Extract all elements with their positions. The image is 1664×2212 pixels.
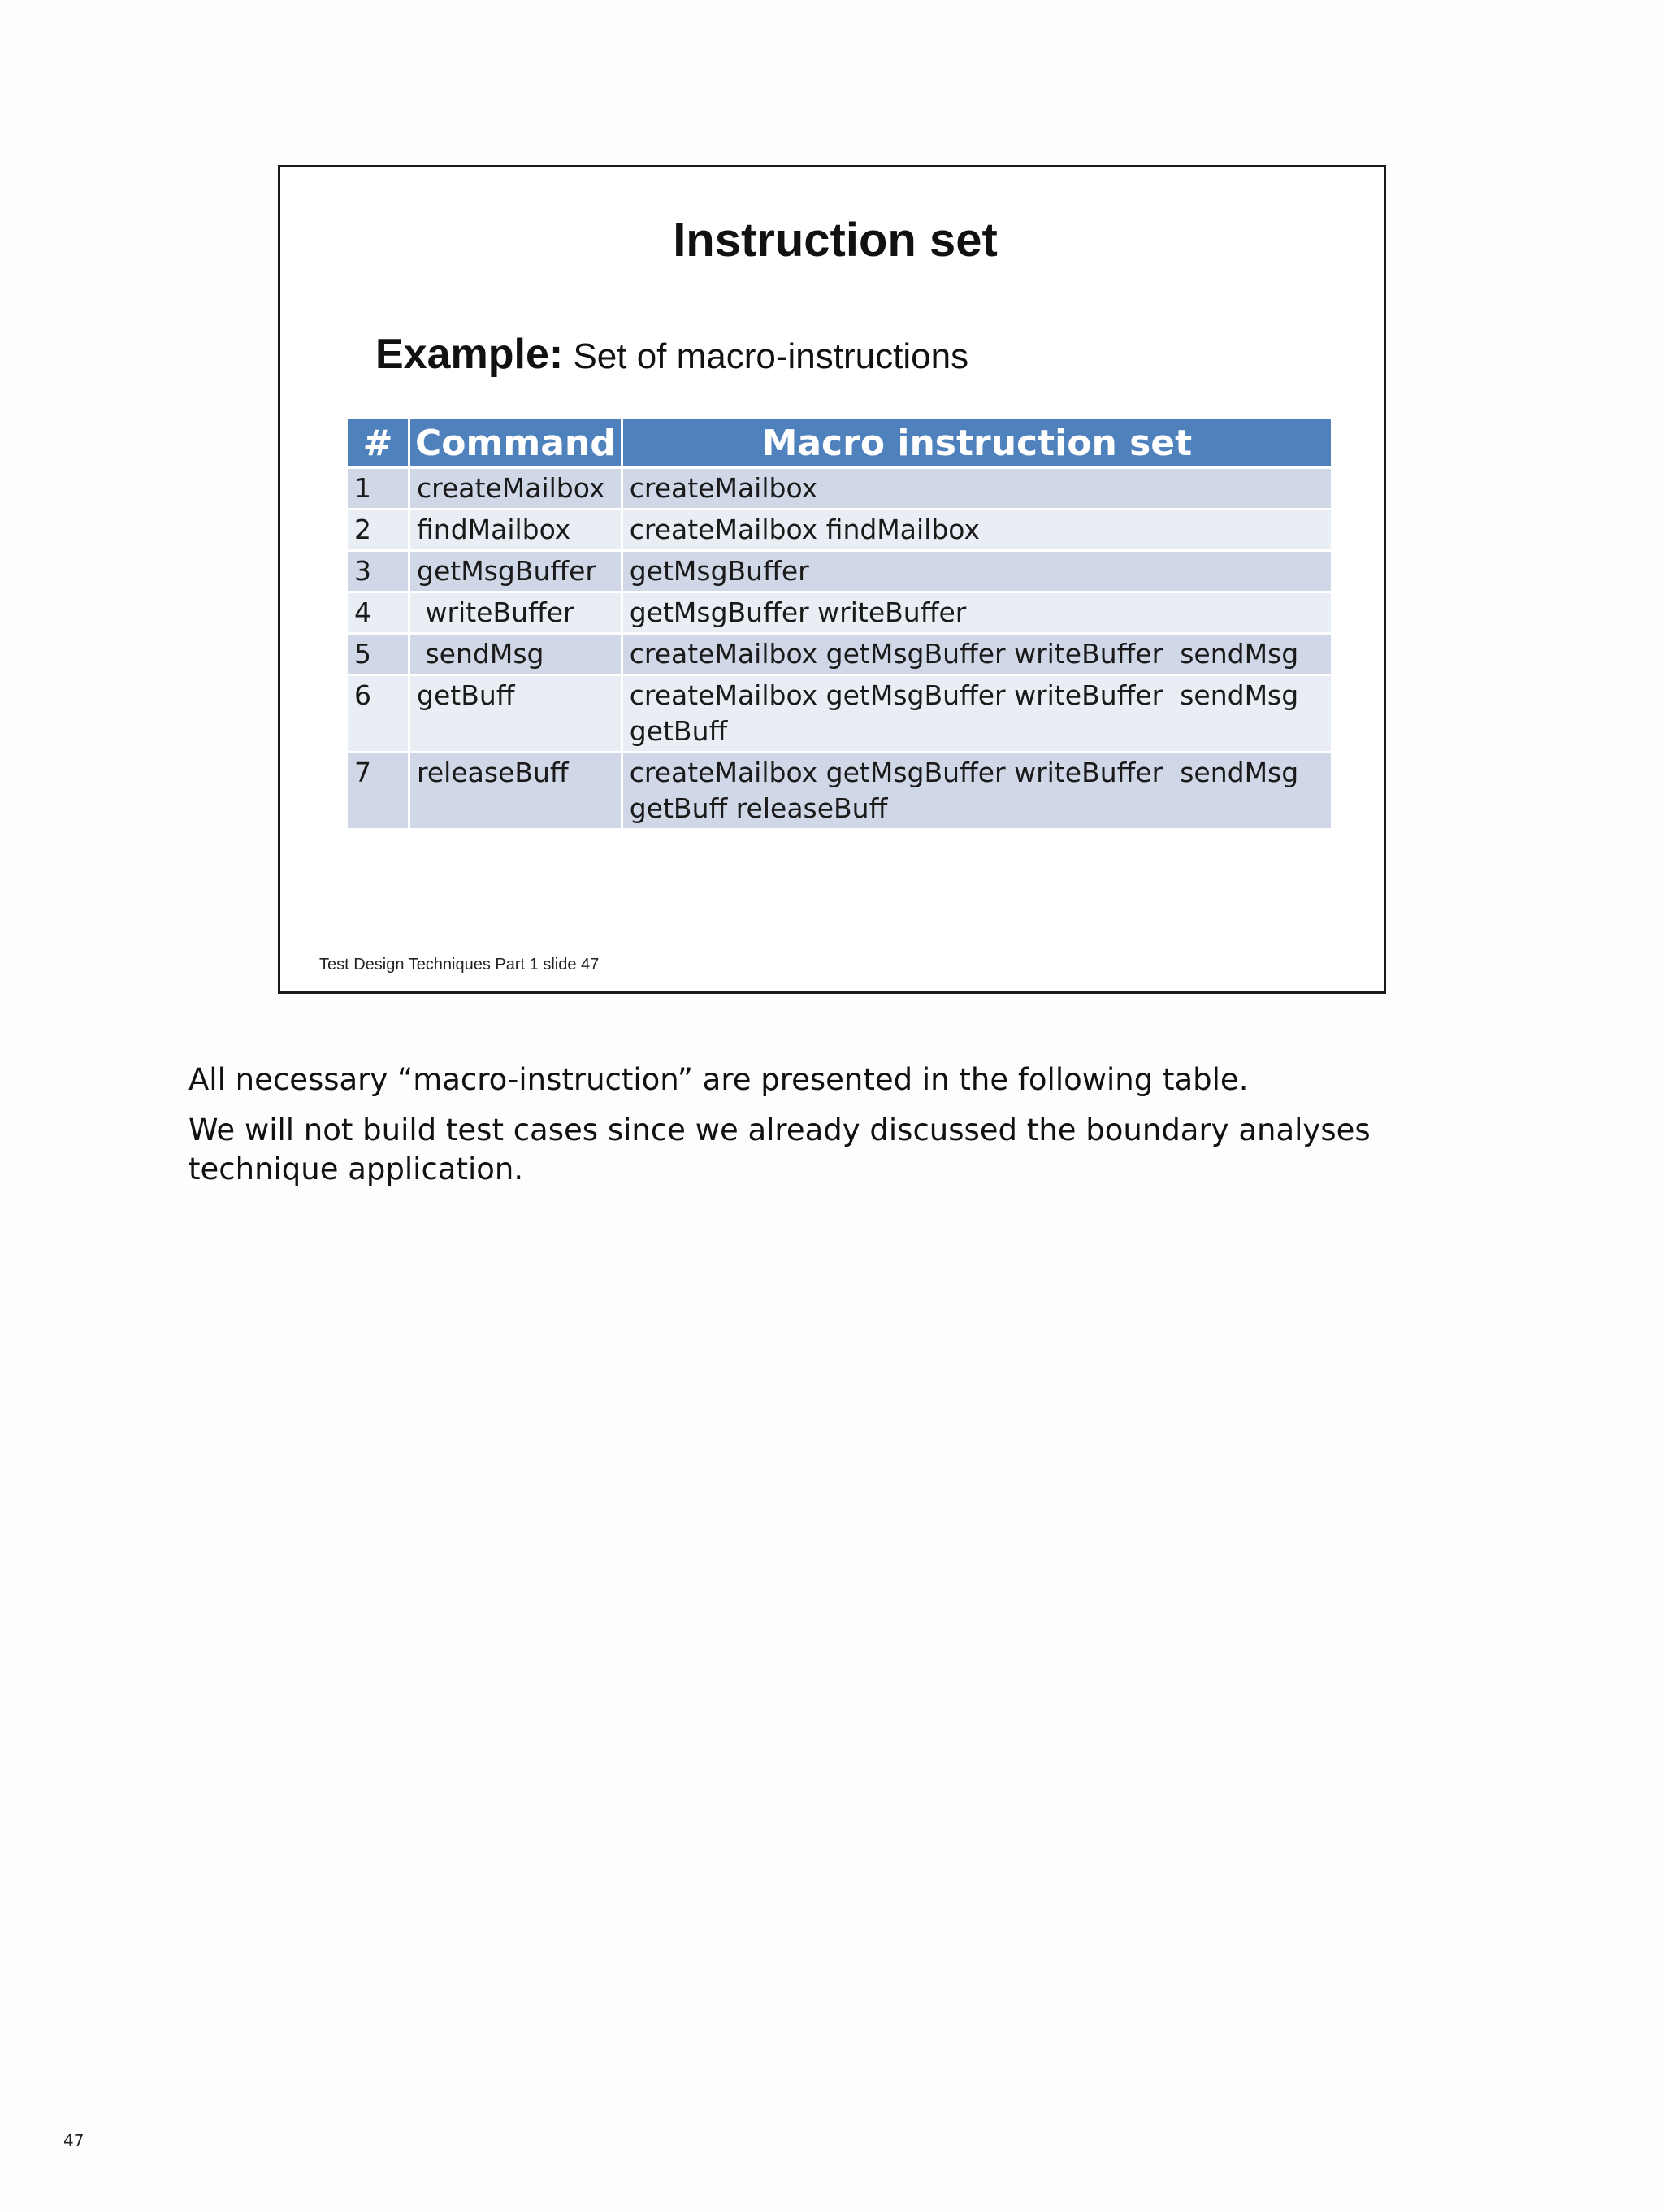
subtitle-text: Set of macro-instructions xyxy=(563,336,969,376)
row-number: 4 xyxy=(348,593,408,632)
body-paragraph: All necessary “macro-instruction” are presented in the following table. xyxy=(188,1062,1249,1097)
row-number: 7 xyxy=(348,753,408,828)
row-command: releaseBuff xyxy=(410,753,621,828)
table-row xyxy=(348,635,1331,674)
macro-line: getMsgBuffer writeBuffer xyxy=(629,596,967,628)
table-header-row xyxy=(348,419,1331,466)
row-macro xyxy=(623,469,1331,508)
macro-line: createMailbox getMsgBuffer writeBuffer sendMsg xyxy=(629,757,1299,788)
row-number: 5 xyxy=(348,635,408,674)
macro-line: getMsgBuffer xyxy=(629,555,809,587)
table-row xyxy=(348,552,1331,591)
table-row xyxy=(348,676,1331,751)
slide-footer: Test Design Techniques Part 1 slide 47 xyxy=(319,956,600,974)
row-macro xyxy=(623,635,1331,674)
row-number: 1 xyxy=(348,469,408,508)
row-command: createMailbox xyxy=(410,469,621,508)
slide-title: Instruction set xyxy=(673,214,998,267)
row-macro xyxy=(623,753,1331,828)
slide-subtitle xyxy=(375,330,968,379)
macro-line: getBuff xyxy=(629,715,728,747)
table-row xyxy=(348,469,1331,508)
body-text xyxy=(188,1060,1375,1200)
header-macro-set: Macro instruction set xyxy=(623,419,1331,466)
table-row xyxy=(348,593,1331,632)
row-macro xyxy=(623,593,1331,632)
macro-line: createMailbox getMsgBuffer writeBuffer sendMsg xyxy=(629,679,1299,711)
row-macro xyxy=(623,510,1331,549)
row-command: sendMsg xyxy=(410,635,621,674)
subtitle-lead: Example: xyxy=(375,331,564,378)
header-number: # xyxy=(348,419,408,466)
page-number: 47 xyxy=(63,2131,84,2150)
macro-line: getBuff releaseBuff xyxy=(629,792,888,824)
row-number: 6 xyxy=(348,676,408,751)
row-macro xyxy=(623,676,1331,751)
row-command: getBuff xyxy=(410,676,621,751)
table-row xyxy=(348,753,1331,828)
macro-line: createMailbox getMsgBuffer writeBuffer sendMsg xyxy=(629,638,1299,670)
row-command: getMsgBuffer xyxy=(410,552,621,591)
row-command: findMailbox xyxy=(410,510,621,549)
row-number: 2 xyxy=(348,510,408,549)
table-row xyxy=(348,510,1331,549)
body-paragraph: We will not build test cases since we already discussed the boundary analyses technique application. xyxy=(188,1113,1371,1186)
row-number: 3 xyxy=(348,552,408,591)
macro-line: createMailbox findMailbox xyxy=(629,514,980,545)
row-command: writeBuffer xyxy=(410,593,621,632)
macro-line: createMailbox xyxy=(629,472,818,504)
row-macro xyxy=(623,552,1331,591)
slide-image xyxy=(278,165,1386,994)
header-command: Command xyxy=(410,419,621,466)
macro-instruction-table xyxy=(345,417,1333,831)
